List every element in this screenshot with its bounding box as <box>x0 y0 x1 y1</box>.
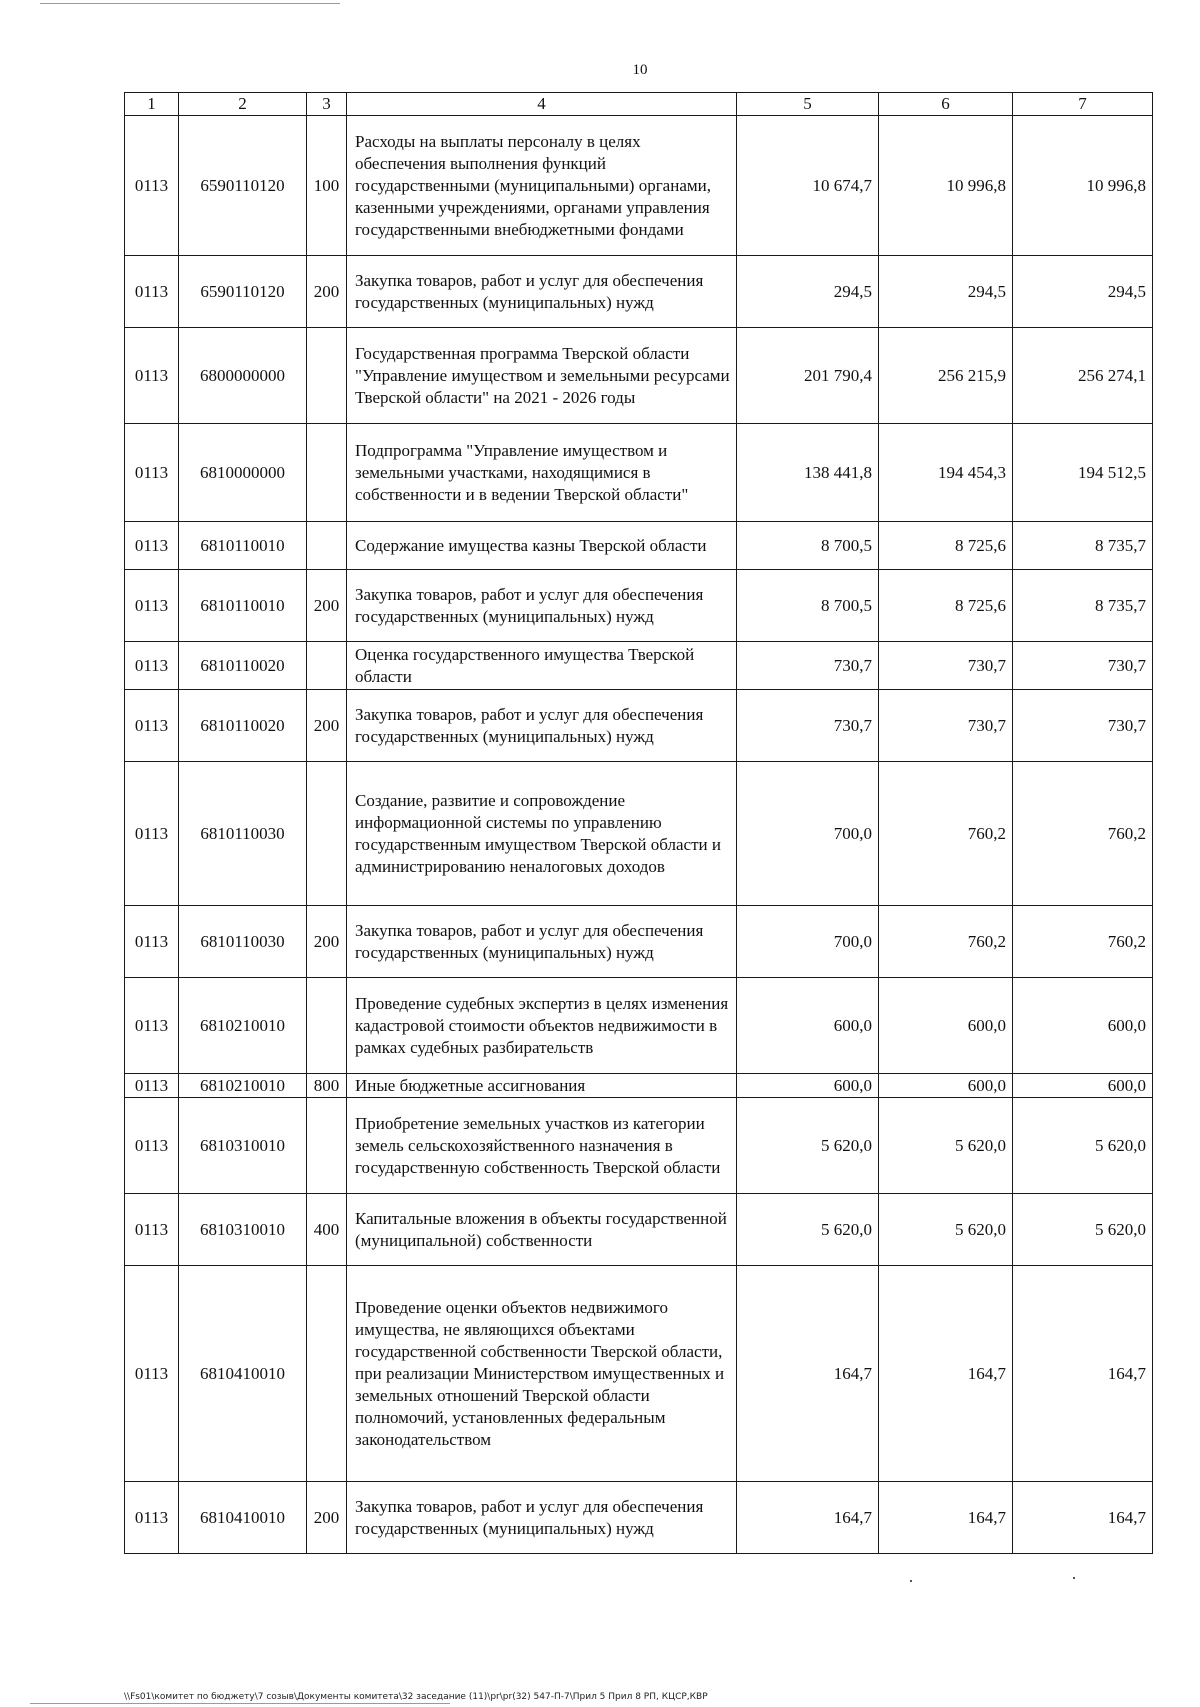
amount-col5: 10 674,7 <box>737 116 879 256</box>
amount-col5: 164,7 <box>737 1266 879 1482</box>
table-row <box>125 1482 1153 1554</box>
amount-col7: 294,5 <box>1013 256 1153 328</box>
amount-col6: 294,5 <box>879 256 1013 328</box>
expense-name: Оценка государственного имущества Тверской области <box>347 642 737 690</box>
scan-artifact-dot <box>1073 1577 1075 1579</box>
header-row <box>125 93 1153 116</box>
section-code: 0113 <box>125 1194 179 1266</box>
amount-col7: 164,7 <box>1013 1266 1153 1482</box>
table-row <box>125 424 1153 522</box>
expense-type-code: 200 <box>307 1482 347 1554</box>
table-body <box>125 116 1153 1554</box>
amount-col6: 730,7 <box>879 690 1013 762</box>
section-code: 0113 <box>125 1482 179 1554</box>
section-code: 0113 <box>125 1266 179 1482</box>
page-number: 10 <box>632 62 648 78</box>
expense-name: Закупка товаров, работ и услуг для обеспечения государственных (муниципальных) нужд <box>347 1482 737 1554</box>
expense-name: Проведение оценки объектов недвижимого имущества, не являющихся объектами государственной собственности Тверской области, при реализации Министерством имущественных и земельных отношений Тверской области полномочий, установленных федеральным законодательством <box>347 1266 737 1482</box>
amount-col5: 730,7 <box>737 642 879 690</box>
section-code: 0113 <box>125 522 179 570</box>
section-code: 0113 <box>125 570 179 642</box>
expense-name: Закупка товаров, работ и услуг для обеспечения государственных (муниципальных) нужд <box>347 906 737 978</box>
expense-type-code: 200 <box>307 570 347 642</box>
amount-col7: 600,0 <box>1013 1074 1153 1098</box>
amount-col5: 164,7 <box>737 1482 879 1554</box>
amount-col7: 760,2 <box>1013 906 1153 978</box>
table-row <box>125 642 1153 690</box>
target-article-code: 6810410010 <box>179 1482 307 1554</box>
table-row <box>125 978 1153 1074</box>
amount-col5: 700,0 <box>737 762 879 906</box>
amount-col5: 5 620,0 <box>737 1098 879 1194</box>
section-code: 0113 <box>125 116 179 256</box>
amount-col7: 8 735,7 <box>1013 570 1153 642</box>
expense-type-code <box>307 762 347 906</box>
expense-type-code <box>307 642 347 690</box>
column-header: 7 <box>1013 93 1153 116</box>
amount-col7: 256 274,1 <box>1013 328 1153 424</box>
amount-col7: 194 512,5 <box>1013 424 1153 522</box>
target-article-code: 6810110010 <box>179 570 307 642</box>
expense-name: Иные бюджетные ассигнования <box>347 1074 737 1098</box>
table-row <box>125 1098 1153 1194</box>
amount-col7: 5 620,0 <box>1013 1194 1153 1266</box>
amount-col7: 8 735,7 <box>1013 522 1153 570</box>
target-article-code: 6810110020 <box>179 690 307 762</box>
amount-col6: 8 725,6 <box>879 522 1013 570</box>
scan-artifact-bottom-line <box>30 1703 450 1704</box>
scan-artifact-dot <box>910 1580 912 1582</box>
expense-type-code <box>307 424 347 522</box>
expense-name: Расходы на выплаты персоналу в целях обеспечения выполнения функций государственными (муниципальными) органами, казенными учреждениями, органами управления государственными внебюджетными фондами <box>347 116 737 256</box>
amount-col7: 5 620,0 <box>1013 1098 1153 1194</box>
amount-col5: 294,5 <box>737 256 879 328</box>
amount-col7: 730,7 <box>1013 690 1153 762</box>
expense-type-code: 100 <box>307 116 347 256</box>
amount-col5: 8 700,5 <box>737 570 879 642</box>
amount-col6: 760,2 <box>879 906 1013 978</box>
amount-col7: 760,2 <box>1013 762 1153 906</box>
target-article-code: 6810210010 <box>179 1074 307 1098</box>
section-code: 0113 <box>125 256 179 328</box>
expense-name: Приобретение земельных участков из категории земель сельскохозяйственного назначения в государственную собственность Тверской области <box>347 1098 737 1194</box>
table-row <box>125 1074 1153 1098</box>
amount-col6: 256 215,9 <box>879 328 1013 424</box>
column-header: 4 <box>347 93 737 116</box>
expense-type-code: 200 <box>307 690 347 762</box>
table-row <box>125 1194 1153 1266</box>
column-header: 3 <box>307 93 347 116</box>
amount-col6: 760,2 <box>879 762 1013 906</box>
expense-name: Создание, развитие и сопровождение информационной системы по управлению государственным имуществом Тверской области и администрированию неналоговых доходов <box>347 762 737 906</box>
table-row <box>125 690 1153 762</box>
amount-col7: 600,0 <box>1013 978 1153 1074</box>
amount-col5: 700,0 <box>737 906 879 978</box>
target-article-code: 6810110010 <box>179 522 307 570</box>
amount-col5: 600,0 <box>737 978 879 1074</box>
amount-col5: 8 700,5 <box>737 522 879 570</box>
section-code: 0113 <box>125 1074 179 1098</box>
column-header: 1 <box>125 93 179 116</box>
amount-col7: 164,7 <box>1013 1482 1153 1554</box>
amount-col6: 600,0 <box>879 1074 1013 1098</box>
section-code: 0113 <box>125 690 179 762</box>
footer-file-path: \\Fs01\комитет по бюджету\7 созыв\Документы комитета\32 заседание (11)\pr\pr(32) 547-П-7\Прил 5 Прил 8 РП, КЦСР,КВР <box>124 1692 708 1702</box>
target-article-code: 6800000000 <box>179 328 307 424</box>
target-article-code: 6590110120 <box>179 256 307 328</box>
amount-col6: 730,7 <box>879 642 1013 690</box>
expense-type-code <box>307 978 347 1074</box>
column-header: 5 <box>737 93 879 116</box>
amount-col5: 138 441,8 <box>737 424 879 522</box>
amount-col6: 10 996,8 <box>879 116 1013 256</box>
section-code: 0113 <box>125 424 179 522</box>
amount-col6: 164,7 <box>879 1482 1013 1554</box>
column-header: 6 <box>879 93 1013 116</box>
table-row <box>125 116 1153 256</box>
expense-type-code <box>307 328 347 424</box>
expense-type-code: 200 <box>307 906 347 978</box>
target-article-code: 6810110030 <box>179 906 307 978</box>
section-code: 0113 <box>125 1098 179 1194</box>
target-article-code: 6590110120 <box>179 116 307 256</box>
amount-col6: 600,0 <box>879 978 1013 1074</box>
expense-name: Закупка товаров, работ и услуг для обеспечения государственных (муниципальных) нужд <box>347 256 737 328</box>
table-header <box>125 93 1153 116</box>
table-row <box>125 256 1153 328</box>
target-article-code: 6810310010 <box>179 1194 307 1266</box>
expense-name: Подпрограмма "Управление имуществом и земельными участками, находящимися в собственности и в ведении Тверской области" <box>347 424 737 522</box>
table-row <box>125 522 1153 570</box>
amount-col6: 5 620,0 <box>879 1194 1013 1266</box>
amount-col6: 5 620,0 <box>879 1098 1013 1194</box>
table-row <box>125 328 1153 424</box>
budget-table <box>124 92 1153 1554</box>
amount-col5: 201 790,4 <box>737 328 879 424</box>
target-article-code: 6810000000 <box>179 424 307 522</box>
amount-col6: 194 454,3 <box>879 424 1013 522</box>
expense-name: Закупка товаров, работ и услуг для обеспечения государственных (муниципальных) нужд <box>347 570 737 642</box>
section-code: 0113 <box>125 642 179 690</box>
expense-name: Содержание имущества казны Тверской области <box>347 522 737 570</box>
amount-col7: 10 996,8 <box>1013 116 1153 256</box>
expense-name: Проведение судебных экспертиз в целях изменения кадастровой стоимости объектов недвижимости в рамках судебных разбирательств <box>347 978 737 1074</box>
expense-type-code: 200 <box>307 256 347 328</box>
section-code: 0113 <box>125 906 179 978</box>
table-row <box>125 906 1153 978</box>
amount-col7: 730,7 <box>1013 642 1153 690</box>
amount-col6: 164,7 <box>879 1266 1013 1482</box>
amount-col5: 600,0 <box>737 1074 879 1098</box>
target-article-code: 6810310010 <box>179 1098 307 1194</box>
expense-type-code <box>307 1266 347 1482</box>
expense-name: Закупка товаров, работ и услуг для обеспечения государственных (муниципальных) нужд <box>347 690 737 762</box>
target-article-code: 6810110020 <box>179 642 307 690</box>
expense-type-code <box>307 522 347 570</box>
expense-name: Капитальные вложения в объекты государственной (муниципальной) собственности <box>347 1194 737 1266</box>
target-article-code: 6810110030 <box>179 762 307 906</box>
amount-col6: 8 725,6 <box>879 570 1013 642</box>
target-article-code: 6810410010 <box>179 1266 307 1482</box>
amount-col5: 730,7 <box>737 690 879 762</box>
section-code: 0113 <box>125 978 179 1074</box>
section-code: 0113 <box>125 762 179 906</box>
target-article-code: 6810210010 <box>179 978 307 1074</box>
expense-name: Государственная программа Тверской области "Управление имуществом и земельными ресурсами Тверской области" на 2021 - 2026 годы <box>347 328 737 424</box>
table-row <box>125 570 1153 642</box>
expense-type-code <box>307 1098 347 1194</box>
expense-type-code: 400 <box>307 1194 347 1266</box>
column-header: 2 <box>179 93 307 116</box>
expense-type-code: 800 <box>307 1074 347 1098</box>
table-row <box>125 1266 1153 1482</box>
scan-artifact-top-line <box>40 3 340 4</box>
table-row <box>125 762 1153 906</box>
section-code: 0113 <box>125 328 179 424</box>
amount-col5: 5 620,0 <box>737 1194 879 1266</box>
